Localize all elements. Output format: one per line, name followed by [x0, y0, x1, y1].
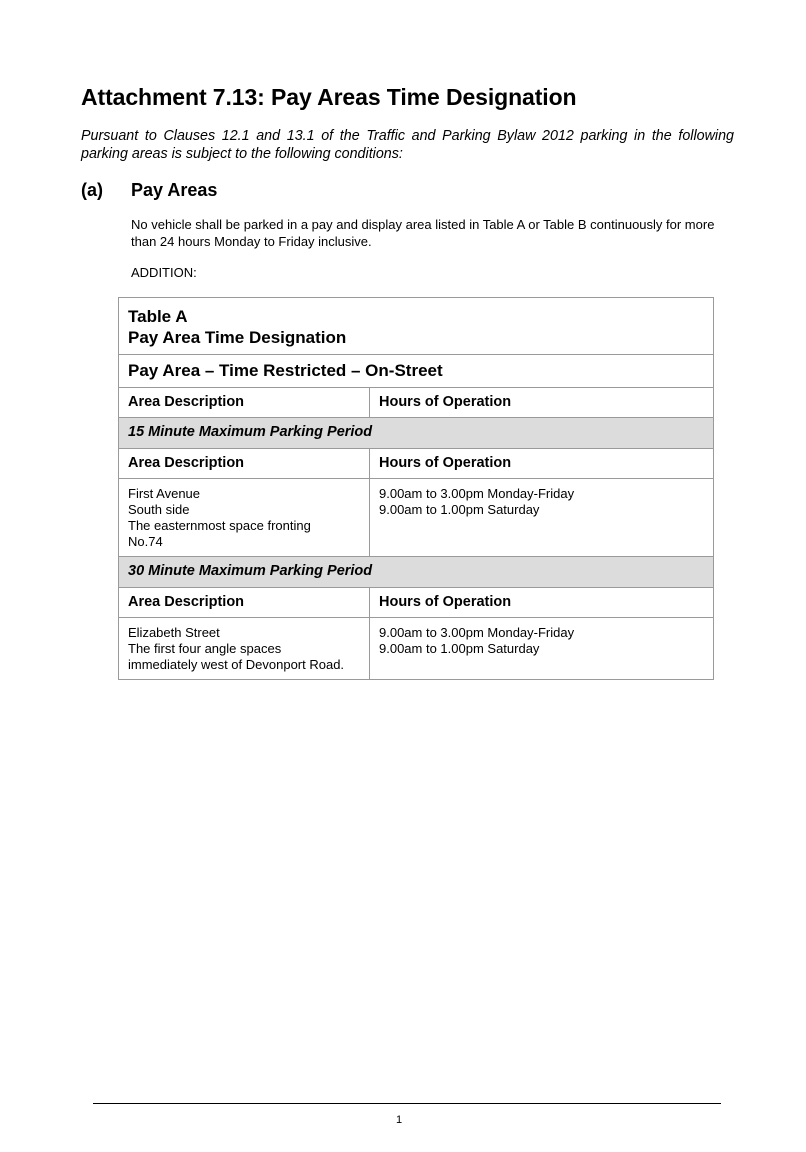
table-subtitle-row: [119, 355, 714, 388]
group-header-hours: Hours of Operation: [370, 588, 714, 618]
group-header-row: [119, 449, 714, 479]
table-row: [119, 479, 714, 557]
hours-line: 9.00am to 3.00pm Monday-Friday: [379, 625, 575, 640]
footer-rule: [93, 1103, 721, 1104]
area-line: First Avenue: [128, 486, 201, 501]
hours-line: 9.00am to 1.00pm Saturday: [379, 502, 540, 517]
table-subtitle: Pay Area – Time Restricted – On-Street: [119, 355, 714, 388]
page-title: Attachment 7.13: Pay Areas Time Designation: [81, 84, 577, 110]
area-line: The easternmost space fronting: [128, 518, 311, 533]
area-line: immediately west of Devonport Road.: [128, 657, 345, 672]
pay-area-table: [118, 297, 714, 680]
area-description-cell: [119, 479, 370, 557]
area-line: Elizabeth Street: [128, 625, 220, 640]
area-description-cell: [119, 618, 370, 680]
section-letter: (a): [81, 180, 103, 200]
group-header-hours: Hours of Operation: [370, 449, 714, 479]
table-title-cell: [119, 298, 714, 355]
area-line: South side: [128, 502, 190, 517]
table-title-line2: Pay Area Time Designation: [128, 328, 347, 347]
group-band-row: [119, 418, 714, 449]
table-row: [119, 618, 714, 680]
hours-of-operation-cell: [370, 618, 714, 680]
table-header-row: [119, 388, 714, 418]
hours-of-operation-cell: [370, 479, 714, 557]
addition-label: ADDITION:: [131, 265, 197, 280]
group-band-15-minute: 15 Minute Maximum Parking Period: [119, 418, 714, 449]
group-band-row: [119, 557, 714, 588]
group-header-area: Area Description: [119, 588, 370, 618]
page-number: 1: [395, 1114, 403, 1126]
area-line: No.74: [128, 534, 163, 549]
group-header-area: Area Description: [119, 449, 370, 479]
area-line: The first four angle spaces: [128, 641, 282, 656]
group-header-row: [119, 588, 714, 618]
column-header-hours: Hours of Operation: [370, 388, 714, 418]
group-band-30-minute: 30 Minute Maximum Parking Period: [119, 557, 714, 588]
column-header-area: Area Description: [119, 388, 370, 418]
hours-line: 9.00am to 1.00pm Saturday: [379, 641, 540, 656]
section-title: Pay Areas: [131, 180, 218, 200]
intro-paragraph: Pursuant to Clauses 12.1 and 13.1 of the Traffic and Parking Bylaw 2012 parking in the following parking areas is subject to the following conditions:: [81, 128, 734, 162]
table-title-row: [119, 298, 714, 355]
hours-line: 9.00am to 3.00pm Monday-Friday: [379, 486, 575, 501]
section-paragraph: No vehicle shall be parked in a pay and display area listed in Table A or Table B continuously for more than 24 hours Monday to Friday inclusive.: [131, 217, 715, 249]
table-title-line1: Table A: [128, 307, 188, 326]
